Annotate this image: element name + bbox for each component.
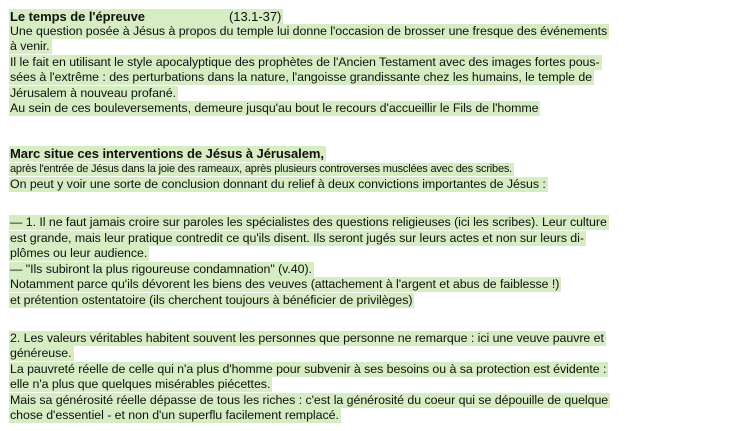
paragraph-line: Une question posée à Jésus à propos du temple lui donne l'occasion de brosser une fresque des événements	[10, 24, 608, 38]
paragraph-line: Jérusalem à nouveau profané.	[10, 86, 176, 100]
point-1-line: est grande, mais leur pratique contredit ce qu'ils disent. Ils seront jugés sur leurs actes et non sur leurs di-	[10, 231, 584, 245]
point-1-line: plômes ou leur audience.	[10, 246, 148, 260]
paragraph-line: Au sein de ces bouleversements, demeure jusqu'au bout le recours d'accueillir le Fils de l'homme	[10, 101, 539, 115]
paragraph-line: à venir.	[10, 39, 50, 53]
point-1-quote: — "Ils subiront la plus rigoureuse condamnation" (v.40).	[10, 262, 312, 276]
point-2-line: La pauvreté réelle de celle qui n'a plus d'homme pour subvenir à ses besoins ou à sa protection est évidente :	[10, 362, 607, 376]
point-2-line: elle n'a plus que quelques misérables piécettes.	[10, 377, 271, 391]
point-1-line: — 1. Il ne faut jamais croire sur paroles les spécialistes des questions religieuses (ici les scribes). Leur culture	[10, 215, 607, 229]
section-intro: On peut y voir une sorte de conclusion donnant du relief à deux convictions importantes de Jésus :	[10, 177, 546, 191]
point-2-line: Mais sa générosité réelle dépasse de tous les riches : c'est la générosité du coeur qui se dépouille de quelque	[10, 393, 609, 407]
point-1-line: Notamment parce qu'ils dévorent les biens des veuves (attachement à l'argent et abus de faiblesse !)	[10, 277, 560, 291]
point-2-line: généreuse.	[10, 346, 72, 360]
section-subtitle: après l'entrée de Jésus dans la joie des rameaux, après plusieurs controverses musclées avec des scribes.	[10, 163, 513, 175]
paragraph-line: sées à l'extrême : des perturbations dans la nature, l'angoisse grandissante chez les humains, le temple de	[10, 70, 593, 84]
point-2-line: chose d'essentiel - et non d'un superflu facilement remplacé.	[10, 408, 339, 422]
section-title-jerusalem: Marc situe ces interventions de Jésus à Jérusalem,	[10, 146, 324, 161]
point-1-line: et prétention ostentatoire (ils cherchent toujours à bénéficier de privilèges)	[10, 293, 413, 307]
point-2-line: 2. Les valeurs véritables habitent souvent les personnes que personne ne remarque : ici une veuve pauvre et	[10, 331, 604, 345]
verse-reference: (13.1-37)	[228, 9, 282, 24]
section-title-epreuve: Le temps de l'épreuve (13.1-37)	[10, 9, 282, 24]
paragraph-line: Il le fait en utilisant le style apocalyptique des prophètes de l'Ancien Testament avec des images fortes pous-	[10, 55, 600, 69]
